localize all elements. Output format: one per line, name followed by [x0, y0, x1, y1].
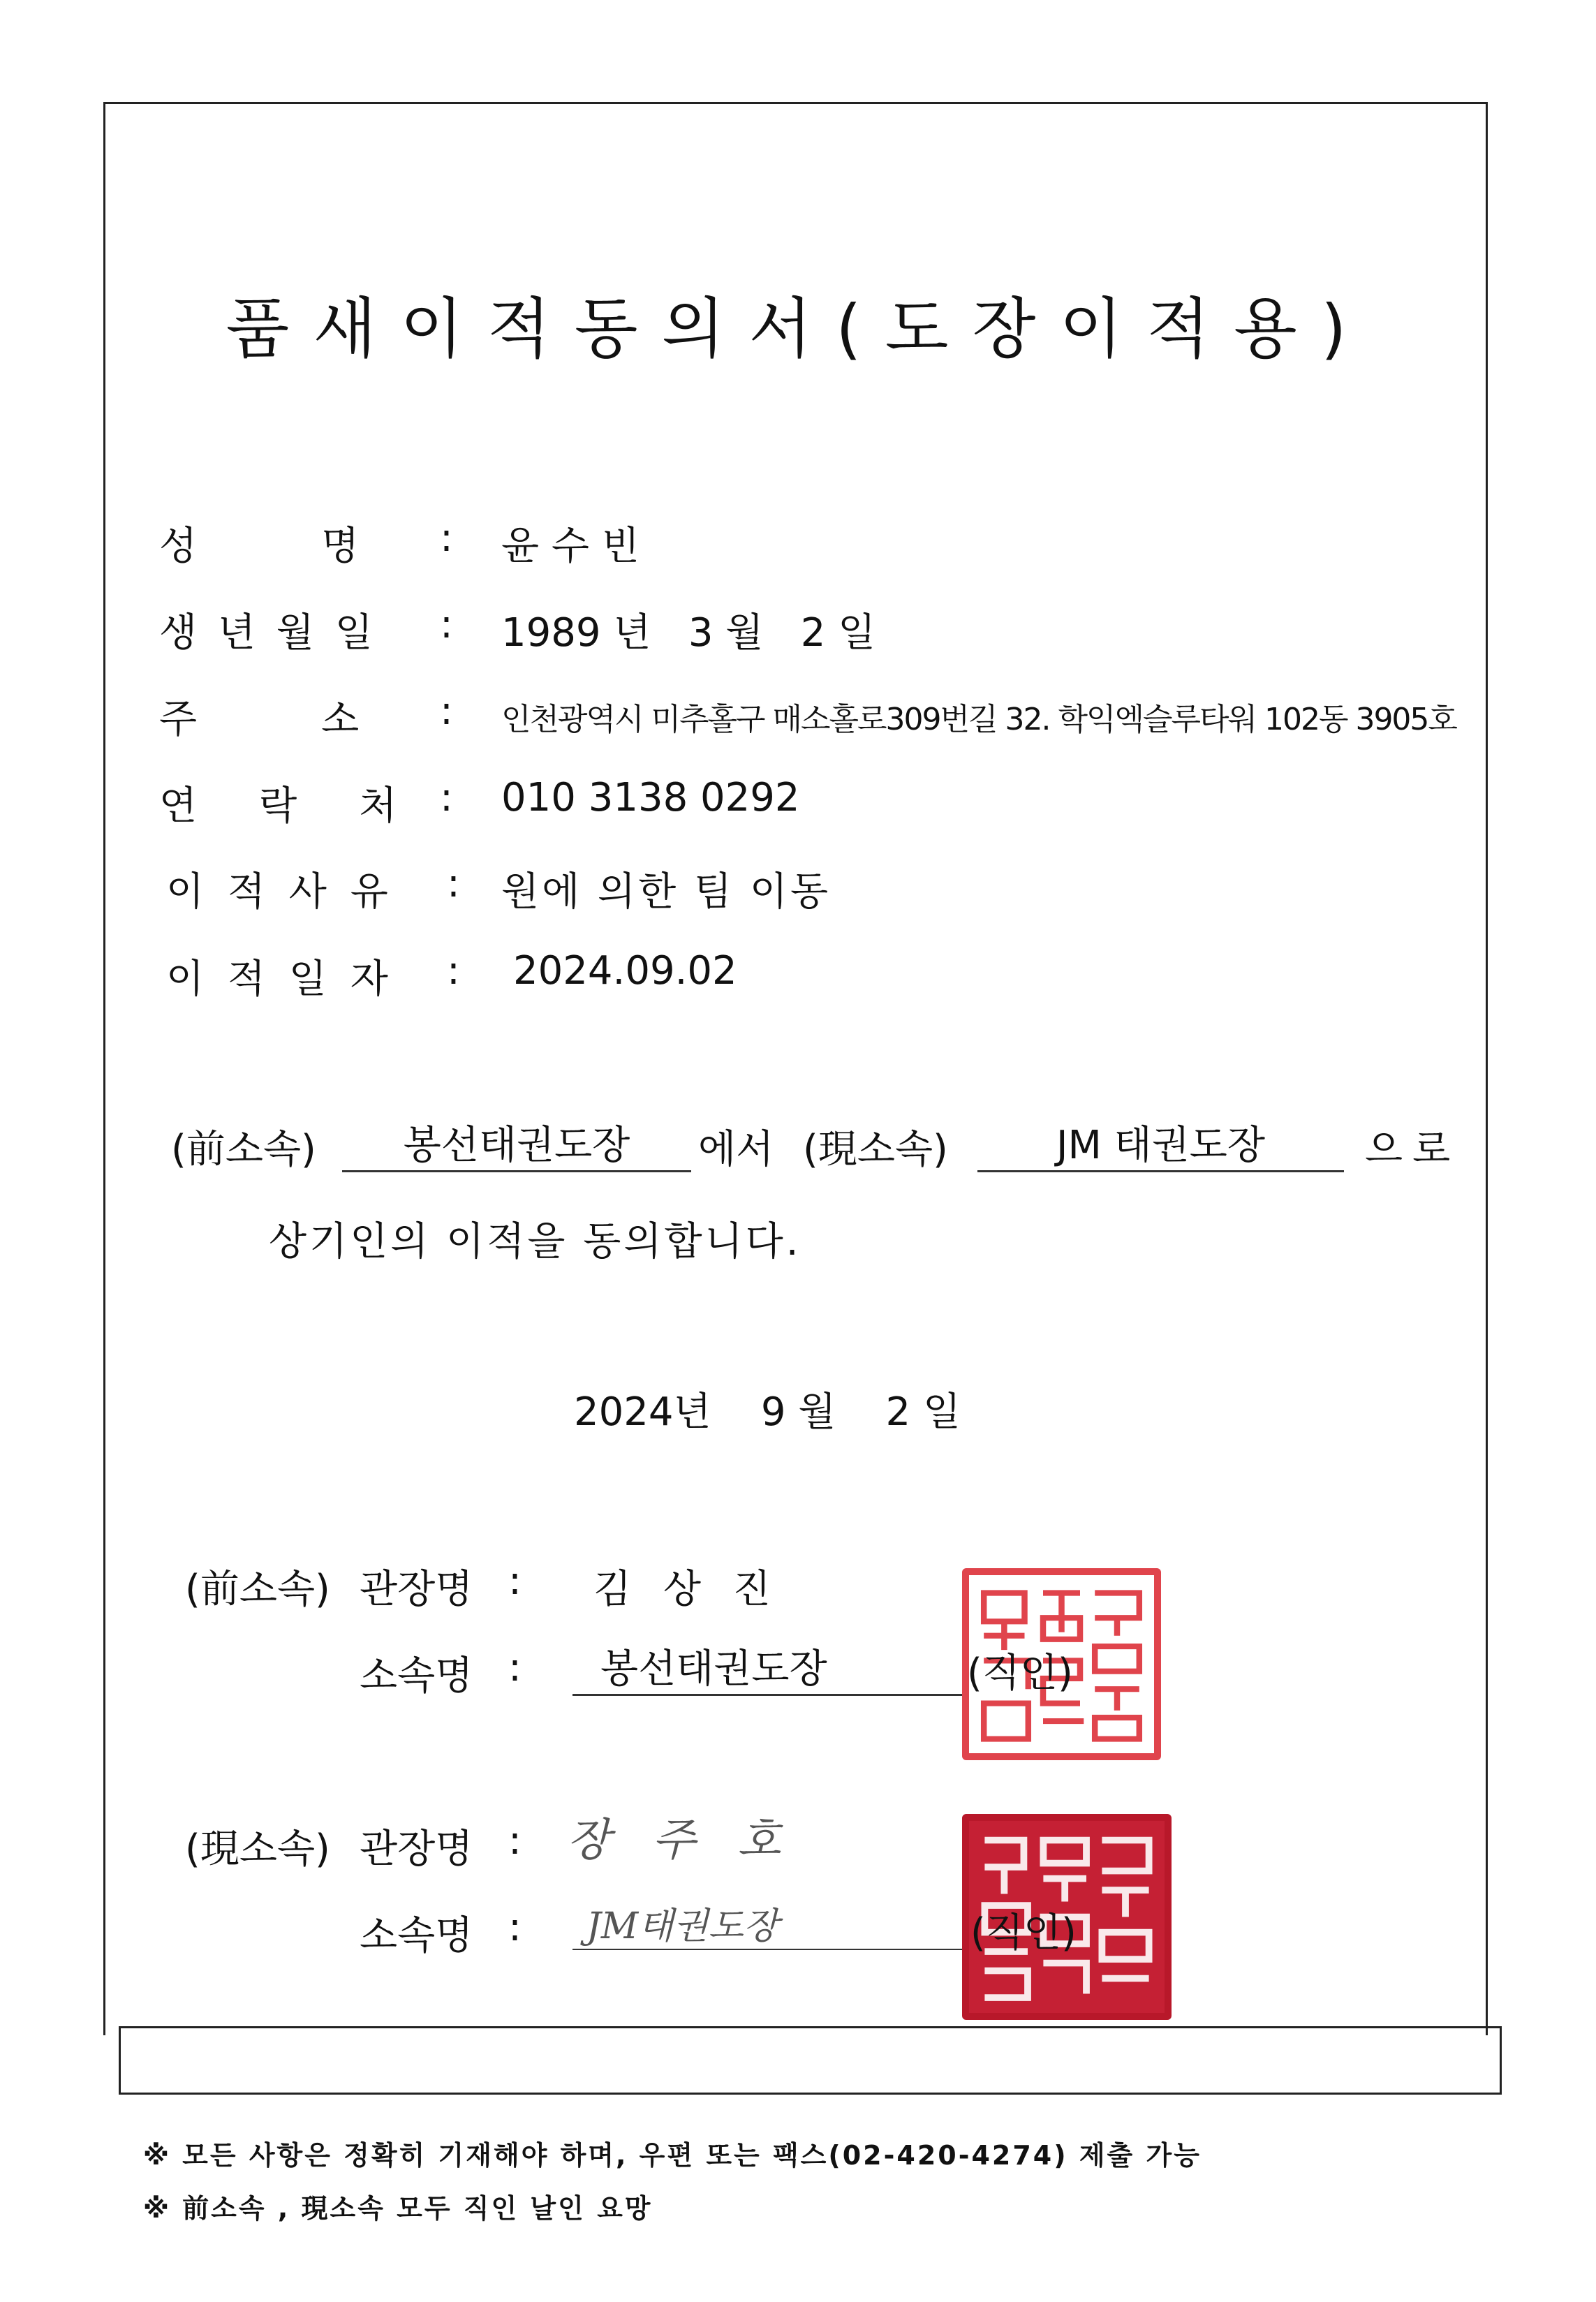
prev-block-prefix: (前소속)	[185, 1567, 330, 1612]
colon: :	[508, 1645, 522, 1690]
transfer-date-label: 이 적 일 자	[166, 957, 394, 1002]
curr-block-prefix: (現소속)	[185, 1827, 330, 1872]
birth-value: 1989 년 3 월 2 일	[501, 610, 876, 656]
address-value: 인천광역시 미추홀구 매소홀로309번길 32. 학익엑슬루타워 102동 3905호	[501, 702, 1456, 737]
prev-seal-label: (직인)	[967, 1651, 1073, 1696]
curr-affiliation-prefix: (現소속)	[803, 1127, 948, 1172]
prev-gym-name: 봉선태권도장	[572, 1638, 963, 1696]
form-footer-box	[119, 2026, 1502, 2095]
colon: :	[508, 1558, 522, 1604]
birth-label: 생 년 월 일	[159, 610, 377, 656]
contact-label: 연 락 처	[159, 783, 397, 829]
consent-text: 상기인의 이적을 동의합니다.	[269, 1219, 801, 1264]
reason-value: 원에 의한 팀 이동	[501, 869, 832, 915]
prev-affiliation-prefix: (前소속)	[171, 1127, 316, 1172]
colon: :	[440, 602, 453, 647]
curr-gym-handwritten-name: JM태권도장	[586, 1905, 779, 1947]
prev-director-label: 관장명	[360, 1567, 473, 1612]
colon: :	[447, 948, 460, 994]
colon: :	[508, 1818, 522, 1864]
prev-gym-label: 소속명	[360, 1653, 473, 1699]
curr-gym-blank-line	[572, 1896, 963, 1950]
curr-seal-label: (직인)	[970, 1910, 1077, 1956]
curr-director-handwritten-name: 장 주 호	[567, 1815, 795, 1866]
prev-director-name: 김 상 진	[593, 1567, 781, 1612]
to-text: 으로	[1365, 1127, 1461, 1172]
transfer-date-value: 2024.09.02	[513, 948, 737, 994]
document-title: 품새이적동의서(도장이적용)	[226, 291, 1370, 367]
colon: :	[440, 515, 453, 561]
from-text: 에서	[698, 1127, 774, 1172]
signed-date: 2024년 9 월 2 일	[574, 1389, 961, 1435]
name-value: 윤 수 빈	[501, 524, 640, 569]
form-border	[103, 102, 1488, 2035]
name-label: 성 명	[159, 524, 360, 569]
colon: :	[440, 775, 453, 820]
curr-director-label: 관장명	[360, 1827, 473, 1872]
footnote-seal-required: ※ 前소속 , 現소속 모두 직인 날인 요망	[143, 2193, 653, 2224]
curr-gym-blank: JM 태권도장	[977, 1114, 1344, 1172]
reason-label: 이 적 사 유	[166, 869, 394, 915]
curr-gym-label: 소속명	[360, 1913, 473, 1958]
address-label: 주 소	[159, 697, 360, 742]
colon: :	[447, 861, 460, 906]
contact-value: 010 3138 0292	[501, 775, 800, 820]
footnote-submission: ※ 모든 사항은 정확히 기재해야 하며, 우편 또는 팩스(02-420-4274) 제출 가능	[143, 2140, 1202, 2171]
prev-gym-blank: 봉선태권도장	[342, 1114, 691, 1172]
colon: :	[508, 1905, 522, 1950]
colon: :	[440, 688, 453, 734]
